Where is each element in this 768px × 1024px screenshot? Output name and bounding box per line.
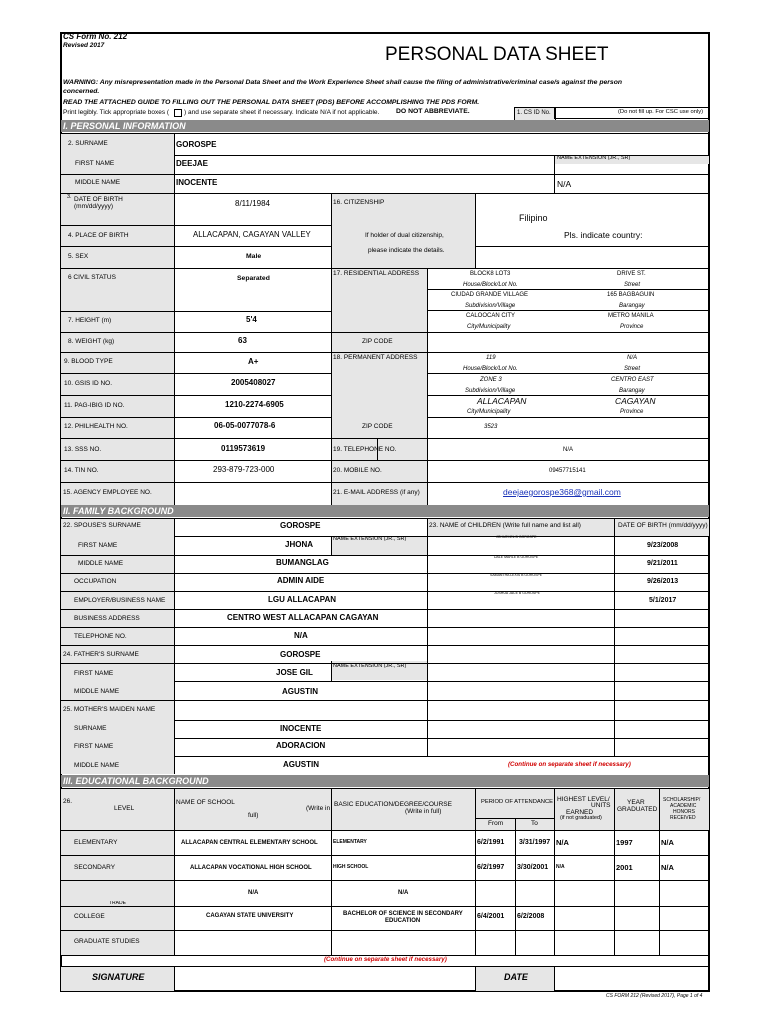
child-dob[interactable]: 9/21/2011: [647, 560, 678, 567]
gsis-value[interactable]: 2005408027: [231, 378, 276, 387]
employer-label: EMPLOYER/BUSINESS NAME: [74, 597, 166, 604]
education-level: COLLEGE: [74, 913, 105, 920]
year-graduated[interactable]: 1997: [616, 838, 633, 847]
philhealth-value[interactable]: 06-05-0077078-6: [214, 421, 276, 430]
spouse-middle-name-value[interactable]: BUMANGLAG: [276, 558, 329, 567]
agency-employee-label: 15. AGENCY EMPLOYEE NO.: [63, 489, 152, 496]
telephone-label: 19. TELEPHONE NO.: [333, 446, 397, 453]
child-dob[interactable]: 9/26/2013: [647, 578, 679, 585]
telephone-value[interactable]: N/A: [563, 447, 574, 453]
attendance-from[interactable]: 6/2/1997: [477, 864, 505, 871]
child-name[interactable]: SAMANTHA LEXIS B GOROSPE: [490, 573, 543, 577]
attendance-to[interactable]: 3/31/1997: [519, 839, 551, 846]
spouse-first-name-value[interactable]: JHONA: [285, 540, 314, 549]
child-dob-label: DATE OF BIRTH (mm/dd/yyyy): [618, 522, 708, 529]
height-value[interactable]: 5'4: [246, 315, 257, 324]
sss-value[interactable]: 0119573619: [221, 444, 266, 453]
surname-value[interactable]: GOROSPE: [176, 140, 217, 149]
mother-middle-name-label: MIDDLE NAME: [74, 762, 120, 769]
honors[interactable]: N/A: [661, 838, 674, 847]
mother-surname-value[interactable]: INOCENTE: [280, 724, 322, 733]
father-surname-label: 24. FATHER'S SURNAME: [63, 651, 139, 658]
signature-field[interactable]: [175, 967, 474, 991]
read-guide-text: READ THE ATTACHED GUIDE TO FILLING OUT THE PERSONAL DATA SHEET (PDS) BEFORE ACCOMPLISHING THE PDS FORM.: [63, 99, 480, 106]
sss-label: 13. SSS NO.: [64, 446, 102, 453]
date-field[interactable]: [555, 967, 708, 991]
pagibig-value[interactable]: 1210-2274-6905: [225, 400, 284, 409]
tin-label: 14. TIN NO.: [64, 467, 99, 474]
surname-label: 2. SURNAME: [68, 140, 108, 147]
scholarship-header: SCHOLARSHIP/: [663, 797, 701, 803]
citizenship-value[interactable]: Filipino: [519, 213, 548, 223]
email-label: 21. E-MAIL ADDRESS (if any): [333, 489, 420, 496]
mother-middle-name-value[interactable]: AGUSTIN: [283, 760, 319, 769]
spouse-name-ext-label: NAME EXTENSION (JR., SR): [333, 536, 407, 542]
print-legibly-text-2: ) and use separate sheet if necessary. Indicate N/A if not applicable.: [184, 109, 380, 116]
pob-value[interactable]: ALLACAPAN, CAGAYAN VALLEY: [193, 230, 311, 239]
education-level: GRADUATE STUDIES: [74, 938, 140, 945]
pob-label: 4. PLACE OF BIRTH: [68, 232, 129, 239]
occupation-value[interactable]: ADMIN AIDE: [277, 576, 325, 585]
gsis-label: 10. GSIS ID NO.: [64, 380, 113, 387]
level-header: LEVEL: [114, 805, 135, 812]
business-address-value[interactable]: CENTRO WEST ALLACAPAN CAGAYAN: [227, 613, 379, 622]
middle-name-value[interactable]: INOCENTE: [176, 178, 218, 187]
mother-first-name-label: FIRST NAME: [74, 743, 114, 750]
weight-label: 8. WEIGHT (kg): [68, 338, 115, 345]
mobile-label: 20. MOBILE NO.: [333, 467, 382, 474]
citizenship-label: 16. CITIZENSHIP: [333, 199, 385, 206]
dob-format: (mm/dd/yyyy): [74, 203, 113, 210]
mother-maiden-name-label: 25. MOTHER'S MAIDEN NAME: [63, 706, 156, 713]
cs-id-label: 1. CS ID No.: [517, 110, 551, 116]
dob-value[interactable]: 8/11/1984: [235, 199, 270, 208]
name-extension-label: NAME EXTENSION (JR., SR): [557, 155, 631, 161]
spouse-surname-label: 22. SPOUSE'S SURNAME: [63, 522, 141, 529]
course[interactable]: BACHELOR OF SCIENCE IN SECONDARY: [343, 911, 463, 917]
father-name-ext-label: NAME EXTENSION (JR., SR): [333, 663, 407, 669]
perm-zip-value[interactable]: 3523: [484, 424, 498, 430]
warning-text: WARNING: Any misrepresentation made in the Personal Data Sheet and the Work Experience Sheet shall cause the filing of administrative/criminal case/s against the person: [63, 79, 623, 86]
section-family-background: II. FAMILY BACKGROUND: [61, 505, 709, 517]
course-header: BASIC EDUCATION/DEGREE/COURSE: [334, 801, 452, 808]
school-name[interactable]: N/A: [248, 890, 259, 896]
civil-status-label: 6 CIVIL STATUS: [68, 274, 116, 281]
revised-label: Revised 2017: [63, 42, 105, 49]
country-note: Pls. indicate country:: [564, 230, 643, 240]
child-name[interactable]: DALE MARLE B GOROSPE: [494, 555, 539, 559]
education-level: ELEMENTARY: [74, 839, 118, 846]
continue-note-family: (Continue on separate sheet if necessary): [508, 761, 631, 768]
perm-zip-label: ZIP CODE: [362, 423, 393, 430]
attendance-to[interactable]: 6/2/2008: [517, 913, 545, 920]
mother-first-name-value[interactable]: ADORACION: [276, 741, 326, 750]
philhealth-label: 12. PHILHEALTH NO.: [64, 423, 128, 430]
employer-value[interactable]: LGU ALLACAPAN: [268, 595, 336, 604]
spouse-first-name-label: FIRST NAME: [78, 542, 118, 549]
attendance-from[interactable]: 6/4/2001: [477, 913, 505, 920]
first-name-label: FIRST NAME: [75, 160, 115, 167]
honors[interactable]: N/A: [661, 863, 674, 872]
father-middle-name-value[interactable]: AGUSTIN: [282, 687, 318, 696]
occupation-label: OCCUPATION: [74, 578, 117, 585]
children-label: 23. NAME of CHILDREN (Write full name and list all): [429, 522, 581, 529]
name-extension-value[interactable]: N/A: [557, 179, 572, 189]
mother-surname-label: SURNAME: [74, 725, 107, 732]
period-header: PERIOD OF ATTENDANCE: [481, 799, 554, 805]
father-first-name-value[interactable]: JOSE GIL: [276, 668, 313, 677]
tin-value[interactable]: 293-879-723-000: [213, 465, 275, 474]
spouse-surname-value[interactable]: GOROSPE: [280, 521, 321, 530]
course[interactable]: ELEMENTARY: [333, 839, 367, 845]
section-educational-background: III. EDUCATIONAL BACKGROUND: [61, 775, 709, 787]
first-name-value[interactable]: DEEJAE: [176, 159, 209, 168]
child-dob[interactable]: 9/23/2008: [647, 542, 679, 549]
email-value[interactable]: deejaegorospe368@gmail.com: [503, 487, 621, 497]
education-level: TRADE: [109, 901, 126, 905]
dual-citizen-note-2: please indicate the details.: [368, 247, 445, 254]
do-not-abbreviate: DO NOT ABBREVIATE.: [396, 108, 470, 115]
school-header: NAME OF SCHOOL: [176, 799, 235, 806]
to-header: To: [531, 820, 538, 827]
dob-label: DATE OF BIRTH: [74, 196, 123, 203]
height-label: 7. HEIGHT (m): [68, 317, 112, 324]
zip-label: ZIP CODE: [362, 338, 393, 345]
mobile-value[interactable]: 09457715141: [549, 468, 586, 474]
attendance-from[interactable]: 6/2/1991: [477, 839, 505, 846]
residential-address-label: 17. RESIDENTIAL ADDRESS: [333, 270, 420, 277]
father-first-name-label: FIRST NAME: [74, 670, 114, 677]
spouse-middle-name-label: MIDDLE NAME: [78, 560, 124, 567]
sex-value[interactable]: Male: [246, 253, 262, 260]
page-footer-note: CS FORM 212 (Revised 2017), Page 1 of 4: [606, 993, 703, 999]
cs-id-note: (Do not fill up. For CSC use only): [618, 109, 704, 115]
course[interactable]: HIGH SCHOOL: [333, 864, 369, 870]
child-name[interactable]: JOSHUA JACE B GOROSPE: [494, 591, 540, 595]
continue-note-education: (Continue on separate sheet if necessary): [324, 956, 447, 963]
highest-level-header: HIGHEST LEVEL/: [557, 796, 610, 803]
school-name[interactable]: ALLACAPAN VOCATIONAL HIGH SCHOOL: [190, 865, 312, 871]
permanent-address-label: 18. PERMANENT ADDRESS: [333, 354, 418, 361]
sex-label: 5. SEX: [68, 253, 89, 260]
course[interactable]: N/A: [398, 890, 409, 896]
attendance-to[interactable]: 3/30/2001: [517, 864, 549, 871]
tick-box-sample: [174, 109, 182, 117]
school-name[interactable]: CAGAYAN STATE UNIVERSITY: [206, 913, 294, 919]
from-header: From: [488, 820, 504, 827]
dual-citizen-note: If holder of dual citizenship,: [365, 232, 444, 239]
child-name[interactable]: JOHUEHEL B GOROSPE: [496, 535, 537, 539]
education-level: SECONDARY: [74, 864, 116, 871]
warning-text-2: concerned.: [63, 88, 100, 95]
middle-name-label: MIDDLE NAME: [75, 179, 121, 186]
father-middle-name-label: MIDDLE NAME: [74, 688, 120, 695]
form-number: CS Form No. 212: [63, 32, 128, 41]
print-legibly-text: Print legibly. Tick appropriate boxes (: [63, 109, 170, 116]
section-personal-information: I. PERSONAL INFORMATION: [61, 120, 709, 132]
weight-value[interactable]: 63: [238, 336, 247, 345]
child-dob[interactable]: 5/1/2017: [649, 597, 677, 604]
page-title: PERSONAL DATA SHEET: [385, 44, 609, 65]
blood-type-label: 9. BLOOD TYPE: [64, 358, 113, 365]
highest-level[interactable]: N/A: [556, 864, 565, 870]
signature-label: SIGNATURE: [92, 972, 145, 982]
business-address-label: BUSINESS ADDRESS: [74, 615, 140, 622]
highest-level[interactable]: N/A: [556, 838, 569, 847]
blood-type-value[interactable]: A+: [248, 357, 259, 366]
civil-status-value[interactable]: Separated: [237, 275, 270, 282]
telephone-label-2: TELEPHONE NO.: [74, 633, 127, 640]
year-graduated-header: YEAR: [627, 799, 645, 806]
pagibig-label: 11. PAG-IBIG ID NO.: [64, 402, 125, 409]
spouse-telephone-value[interactable]: N/A: [294, 631, 308, 640]
father-surname-value[interactable]: GOROSPE: [280, 650, 321, 659]
date-label: DATE: [504, 972, 528, 982]
school-name[interactable]: ALLACAPAN CENTRAL ELEMENTARY SCHOOL: [181, 840, 318, 846]
year-graduated[interactable]: 2001: [616, 863, 633, 872]
